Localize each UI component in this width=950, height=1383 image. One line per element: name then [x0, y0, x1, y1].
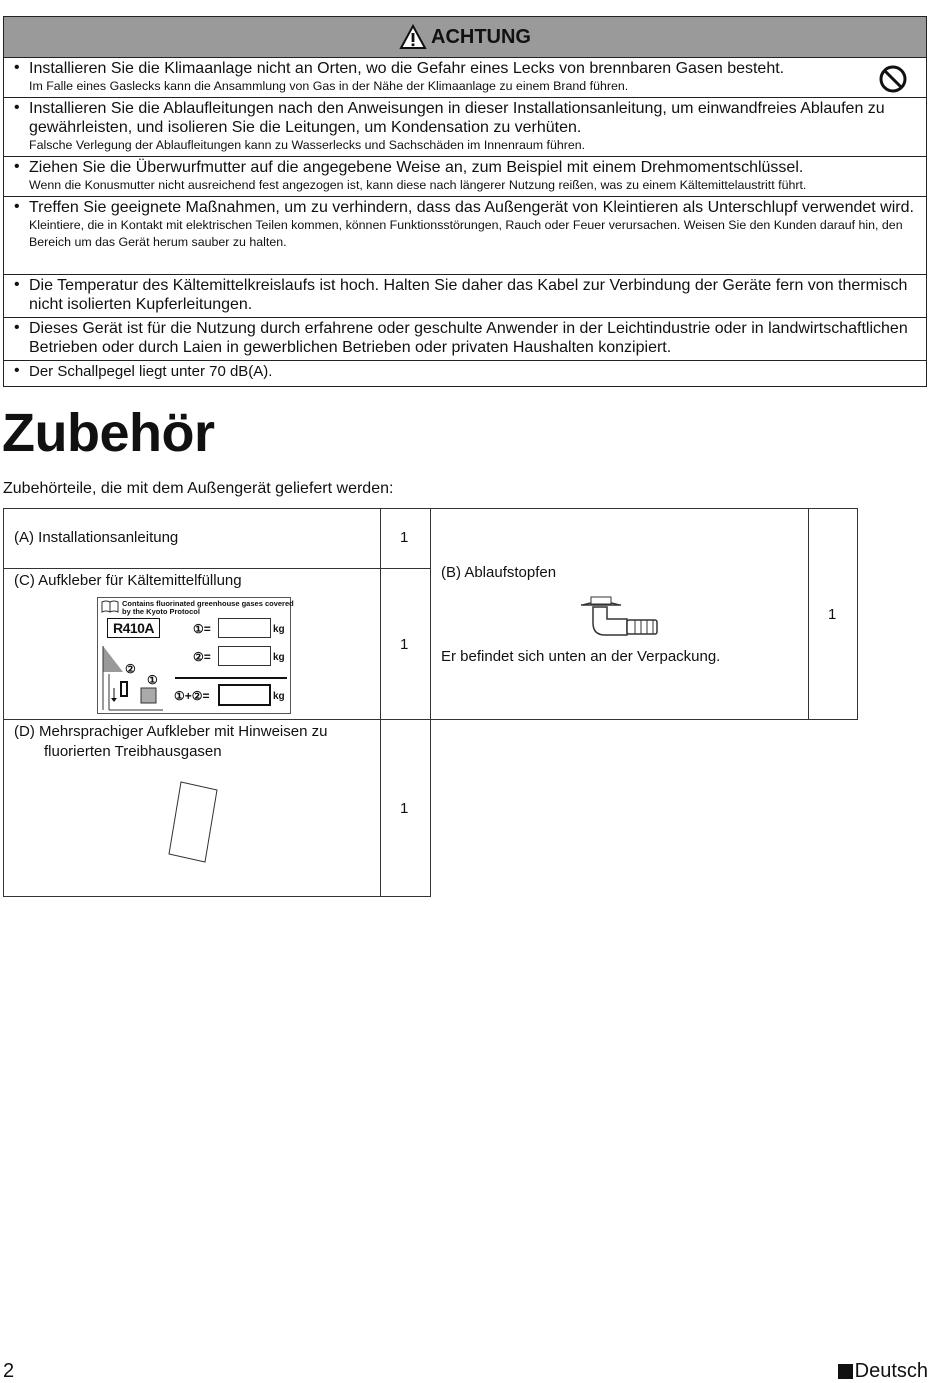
warning-title: ACHTUNG — [431, 25, 531, 48]
accessory-d-label-2: fluorierten Treibhausgasen — [44, 743, 222, 760]
accessory-c-qty: 1 — [400, 636, 409, 653]
section-heading: Zubehör — [2, 403, 215, 463]
warning-triangle-icon — [399, 24, 427, 50]
warning-header — [4, 17, 926, 58]
qty-cell-d — [380, 719, 431, 897]
warning-item-sub: Im Falle eines Gaslecks kann die Ansammlung von Gas in der Nähe der Klimaanlage zu einem Brand führen. — [29, 79, 629, 93]
language-label: Deutsch — [854, 1360, 928, 1382]
accessory-b-label: (B) Ablaufstopfen — [441, 564, 557, 581]
bullet: • — [14, 362, 20, 379]
unit-3: kg — [273, 691, 285, 702]
unit-1: kg — [273, 624, 285, 635]
fill-box-1 — [218, 618, 271, 638]
warning-item-main: Installieren Sie die Ablaufleitungen nach den Anweisungen in dieser Installationsanleitung, um einwandfreies Ablaufen zu gewährleisten, und isolieren Sie die Leitungen, um Kondensation zu verhüten. — [29, 100, 885, 136]
warning-item-main: Dieses Gerät ist für die Nutzung durch erfahrene oder geschulte Anwender in der Leichtindustrie oder in landwirtschaftlichen Betrieben oder durch Laien in gewerblichen Betrieben oder privaten Haushalten konzipiert. — [29, 320, 908, 356]
warning-item — [4, 157, 926, 197]
marker-2: ② — [125, 662, 136, 676]
bullet: • — [14, 158, 20, 175]
warning-item-sub: Falsche Verlegung der Ablaufleitungen kann zu Wasserlecks und Sachschäden im Innenraum führen. — [29, 138, 586, 152]
page-number: 2 — [3, 1360, 15, 1382]
warning-item-main: Der Schallpegel liegt unter 70 dB(A). — [29, 363, 273, 380]
warning-item — [4, 318, 926, 361]
accessory-a-qty: 1 — [400, 529, 409, 546]
accessory-cell-d — [3, 719, 381, 897]
warning-item-main: Treffen Sie geeignete Maßnahmen, um zu verhindern, dass das Außengerät von Kleintieren als Unterschlupf verwendet wird. — [29, 199, 914, 216]
sticker-text — [122, 600, 294, 616]
unit-2: kg — [273, 652, 285, 663]
warning-item — [4, 361, 926, 386]
accessory-cell-c — [3, 568, 381, 720]
warning-item — [4, 58, 926, 98]
accessory-cell-b — [430, 508, 809, 720]
bullet: • — [14, 319, 20, 336]
bullet: • — [14, 59, 20, 76]
accessory-c-label: (C) Aufkleber für Kältemittelfüllung — [14, 572, 242, 589]
book-icon — [101, 600, 119, 613]
accessory-b-note: Er befindet sich unten an der Verpackung. — [441, 648, 721, 665]
accessory-d-label: (D) Mehrsprachiger Aufkleber mit Hinweisen zu — [14, 723, 328, 740]
warning-item-main: Die Temperatur des Kältemittelkreislaufs ist hoch. Halten Sie daher das Kabel zur Verbindung der Geräte fern von thermisch nicht isolierten Kupferleitungen. — [29, 277, 908, 313]
warning-box — [3, 16, 927, 387]
formula-2: ②= — [193, 650, 211, 664]
bullet: • — [14, 99, 20, 116]
refrigerant-type: R410A — [107, 618, 160, 638]
bullet: • — [14, 276, 20, 293]
sticker-line-1: Contains fluorinated greenhouse gases covered — [122, 599, 294, 608]
label-sticker-image — [167, 780, 219, 864]
accessory-b-qty: 1 — [828, 606, 837, 623]
square-marker-icon — [838, 1364, 853, 1379]
intro-text: Zubehörteile, die mit dem Außengerät geliefert werden: — [3, 480, 394, 497]
marker-1: ① — [147, 673, 158, 687]
sum-line — [175, 677, 287, 679]
prohibited-icon — [878, 64, 908, 94]
refrigerant-sticker-image — [97, 597, 294, 714]
drain-elbow-image — [577, 595, 661, 641]
bullet: • — [14, 198, 20, 215]
accessory-d-qty: 1 — [400, 800, 409, 817]
formula-1: ①= — [193, 622, 211, 636]
accessory-cell-a — [3, 508, 381, 569]
warning-item-main: Installieren Sie die Klimaanlage nicht an Orten, wo die Gefahr eines Lecks von brennbaren Gasen besteht. — [29, 60, 785, 77]
warning-item-main: Ziehen Sie die Überwurfmutter auf die angegebene Weise an, zum Beispiel mit einem Drehmomentschlüssel. — [29, 159, 804, 176]
footer-language — [838, 1360, 928, 1383]
qty-cell-c — [380, 568, 431, 720]
formula-3: ①+②= — [174, 689, 210, 703]
sticker-line-2: by the Kyoto Protocol — [122, 607, 200, 616]
warning-item-sub: Kleintiere, die in Kontakt mit elektrischen Teilen kommen, können Funktionsstörungen, Rauch oder Feuer verursachen. Weisen Sie den Kunden darauf hin, den Bereich um das Gerät herum sauber zu halten. — [29, 218, 903, 249]
qty-cell-a — [380, 508, 431, 569]
fill-box-total — [218, 684, 271, 706]
fill-box-2 — [218, 646, 271, 666]
outdoor-unit-illustration — [101, 644, 171, 712]
warning-item — [4, 98, 926, 157]
warning-item — [4, 275, 926, 318]
qty-cell-b — [808, 508, 858, 720]
warning-item-sub: Wenn die Konusmutter nicht ausreichend fest angezogen ist, kann diese nach längerer Nutzung reißen, was zu einem Kältemittelaustritt führt. — [29, 178, 807, 192]
warning-item — [4, 197, 926, 275]
accessory-a-label: (A) Installationsanleitung — [14, 529, 179, 546]
